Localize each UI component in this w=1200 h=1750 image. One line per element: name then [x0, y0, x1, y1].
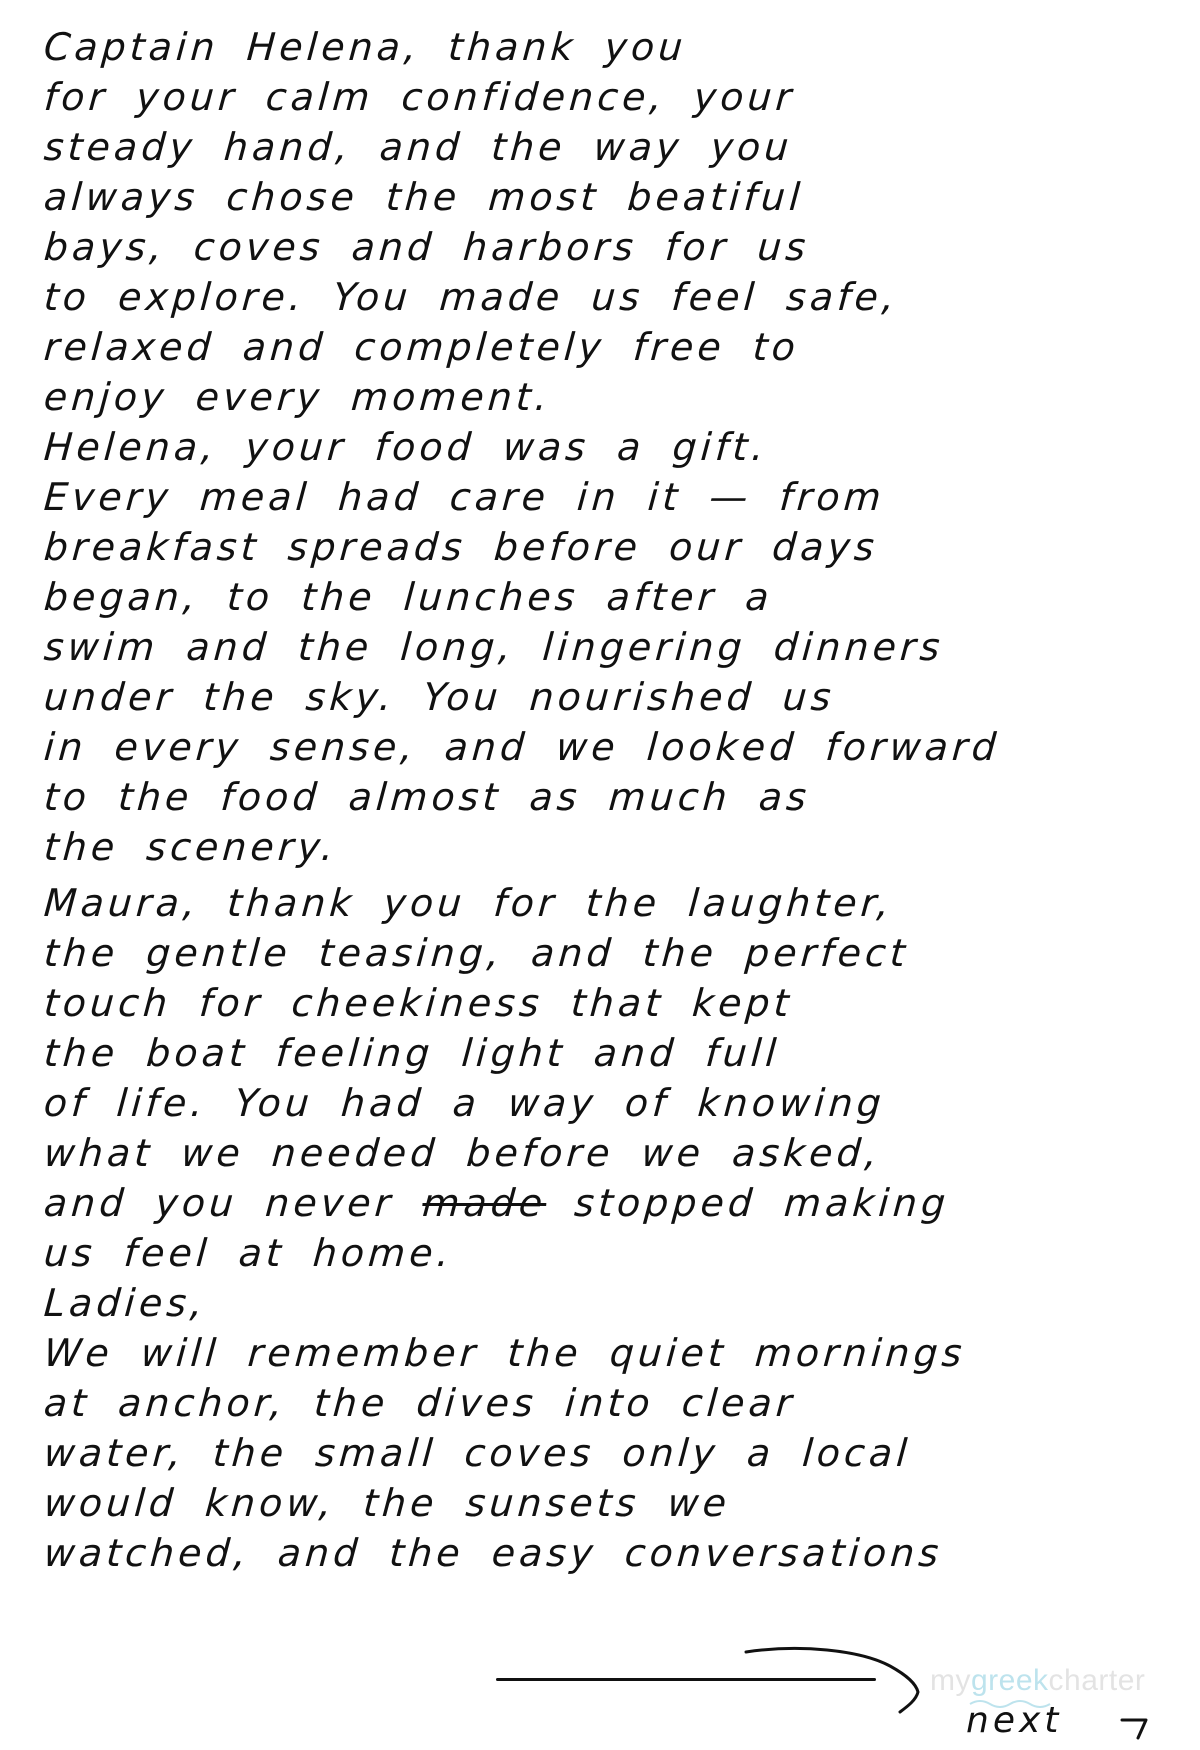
letter-line: touch for cheekiness that kept: [42, 981, 795, 1025]
watermark-logo: [930, 1664, 1145, 1698]
letter-line: the gentle teasing, and the perfect: [42, 931, 911, 975]
letter-line: Maura, thank you for the laughter,: [42, 881, 895, 925]
letter-line: [42, 1178, 1175, 1228]
letter-line: water, the small coves only a local: [42, 1431, 913, 1475]
letter-text: and you never: [42, 1181, 396, 1225]
letter-line: Helena, your food was a gift.: [42, 425, 770, 469]
arrow-right-icon: [1120, 1712, 1156, 1740]
letter-line: in every sense, and we looked forward: [42, 725, 1002, 769]
crossed-out-word: made: [420, 1181, 548, 1225]
letter-line: what we needed before we asked,: [42, 1131, 883, 1175]
letter-line: enjoy every moment.: [42, 375, 553, 419]
letter-line: us feel at home.: [42, 1231, 455, 1275]
watermark-text-my: my: [930, 1664, 971, 1697]
letter-line: of life. You had a way of knowing: [42, 1081, 887, 1125]
letter-line: Ladies,: [42, 1281, 208, 1325]
letter-line: to explore. You made us feel safe,: [42, 275, 900, 319]
letter-line: swim and the long, lingering dinners: [42, 625, 946, 669]
wave-icon: [968, 1698, 1058, 1708]
pen-stroke-arrow-icon: [740, 1640, 930, 1720]
letter-line: the boat feeling light and full: [42, 1031, 782, 1075]
letter-line: always chose the most beatiful: [42, 175, 806, 219]
letter-line: We will remember the quiet mornings: [42, 1331, 968, 1375]
letter-text: stopped making: [572, 1181, 951, 1225]
letter-line: to the food almost as much as: [42, 775, 812, 819]
watermark-text-charter: charter: [1048, 1664, 1146, 1697]
letter-line: Captain Helena, thank you: [42, 25, 689, 69]
letter-line: Every meal had care in it — from: [42, 475, 887, 519]
watermark-text-greek: greek: [971, 1664, 1049, 1697]
letter-line: bays, coves and harbors for us: [42, 225, 811, 269]
letter-line: steady hand, and the way you: [42, 125, 795, 169]
next-page-label: next: [966, 1700, 1063, 1741]
letter-line: began, to the lunches after a: [42, 575, 775, 619]
letter-line: the scenery.: [42, 825, 339, 869]
letter-line: at anchor, the dives into clear: [42, 1381, 798, 1425]
letter-line: for your calm confidence, your: [42, 75, 797, 119]
letter-line: watched, and the easy conversations: [42, 1531, 944, 1575]
letter-line: under the sky. You nourished us: [42, 675, 837, 719]
letter-line: breakfast spreads before our days: [42, 525, 880, 569]
handwritten-letter: [44, 22, 1174, 1578]
letter-line: would know, the sunsets we: [42, 1481, 732, 1525]
letter-line: relaxed and completely free to: [42, 325, 801, 369]
